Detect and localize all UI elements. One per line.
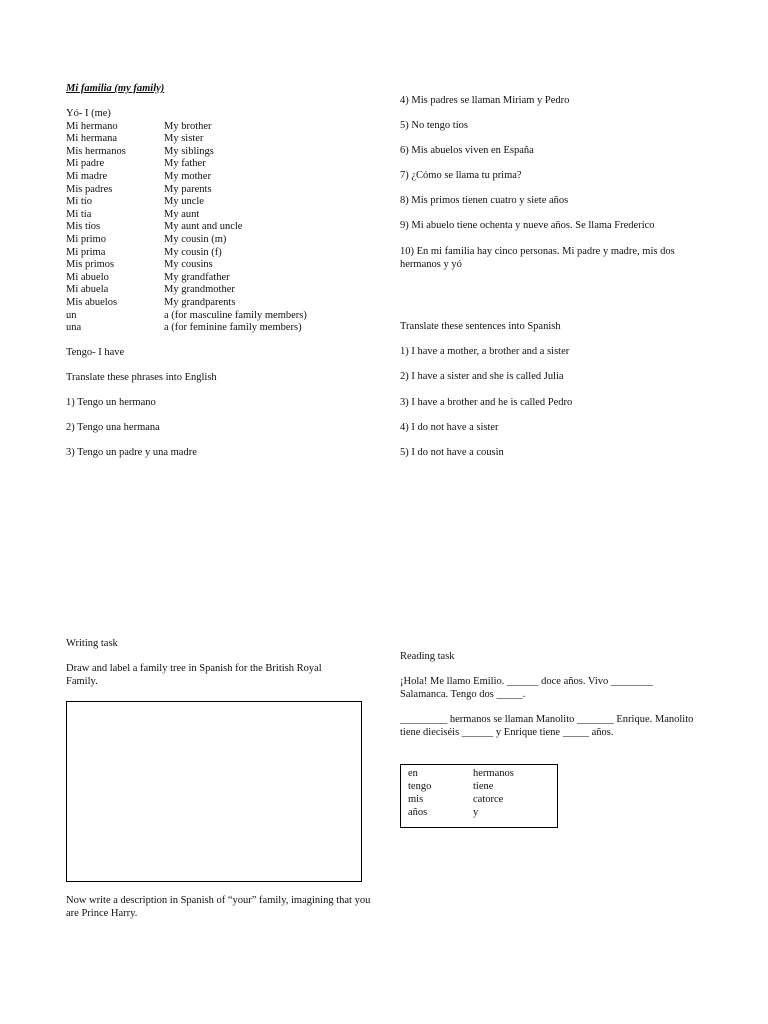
vocab-english: My mother [164, 170, 211, 182]
vocab-spanish: Mi primo [66, 233, 106, 245]
vocab-row [66, 184, 307, 197]
translate-english-heading: Translate these phrases into English [66, 372, 217, 383]
vocab-row [66, 171, 307, 184]
vocab-spanish: Mis hermanos [66, 145, 126, 157]
vocab-row [66, 284, 307, 297]
word-bank-item: en [408, 768, 418, 779]
writing-task-heading: Writing task [66, 638, 118, 649]
phrase-1: 1) Tengo un hermano [66, 397, 156, 408]
vocab-spanish: Mi tío [66, 196, 92, 208]
reading-task-heading: Reading task [400, 651, 455, 662]
vocab-row [66, 221, 307, 234]
vocab-row [66, 259, 307, 272]
vocab-spanish: Mis primos [66, 259, 115, 271]
vocab-english: a (for feminine family members) [164, 322, 302, 334]
vocab-english: My aunt and uncle [164, 221, 243, 233]
word-bank-item: y [473, 807, 479, 818]
vocab-row [66, 297, 307, 310]
phrase-8: 8) Mis primos tienen cuatro y siete años [400, 195, 569, 206]
vocab-english: My siblings [164, 145, 214, 157]
vocab-spanish: Mis padres [66, 183, 113, 195]
vocab-row [66, 310, 307, 323]
phrase-10: 10) En mi familia hay cinco personas. Mi padre y madre, mis dos hermanos y yó [400, 246, 675, 270]
page-title: Mi familia (my family) [66, 83, 165, 94]
vocab-english: My grandfather [164, 271, 230, 283]
vocab-english: My father [164, 158, 206, 170]
phrase-6: 6) Mis abuelos viven en España [400, 145, 534, 156]
word-bank [400, 764, 558, 828]
word-bank-item: tiene [473, 781, 494, 792]
vocab-english: My parents [164, 183, 212, 195]
word-bank-item: tengo [408, 781, 432, 792]
writing-instruction: Draw and label a family tree in Spanish for the British Royal Family. [66, 663, 322, 687]
phrase-5: 5) No tengo tíos [400, 120, 468, 131]
vocab-spanish: Mi abuela [66, 284, 109, 296]
phrase-7: 7) ¿Cómo se llama tu prima? [400, 170, 522, 181]
vocab-english: My brother [164, 120, 212, 132]
vocab-english: My grandparents [164, 296, 236, 308]
vocab-spanish: Mis tíos [66, 221, 101, 233]
vocab-spanish: Mi abuelo [66, 271, 109, 283]
sentence-1: 1) I have a mother, a brother and a sister [400, 346, 570, 357]
vocab-row [66, 146, 307, 159]
vocab-spanish: Mi hermana [66, 133, 118, 145]
vocab-row [66, 196, 307, 209]
vocab-row [66, 158, 307, 171]
vocab-english: My aunt [164, 208, 200, 220]
tengo-text: Tengo- I have [66, 347, 125, 358]
phrase-3: 3) Tengo un padre y una madre [66, 447, 197, 458]
phrase-2: 2) Tengo una hermana [66, 422, 160, 433]
intro-text: Yó- I (me) [66, 108, 111, 119]
vocab-spanish: Mi hermano [66, 120, 118, 132]
vocab-row [66, 272, 307, 285]
vocab-row [66, 234, 307, 247]
vocab-english: My uncle [164, 196, 204, 208]
vocab-english: My cousin (f) [164, 246, 222, 258]
vocab-spanish: Mis abuelos [66, 296, 118, 308]
family-tree-drawing-box[interactable] [66, 701, 362, 882]
vocab-english: My grandmother [164, 284, 235, 296]
sentence-4: 4) I do not have a sister [400, 422, 499, 433]
vocab-row [66, 133, 307, 146]
sentence-2: 2) I have a sister and she is called Julia [400, 371, 564, 382]
vocab-row [66, 209, 307, 222]
word-bank-item: catorce [473, 794, 504, 805]
vocab-spanish: Mi padre [66, 158, 105, 170]
reading-paragraph-1: ¡Hola! Me llamo Emilio. ______ doce años. Vivo ________ Salamanca. Tengo dos _____. [400, 676, 653, 700]
reading-paragraph-2: _________ hermanos se llaman Manolito _______ Enrique. Manolito tiene dieciséis ______ y Enrique tiene _____ años. [400, 714, 694, 738]
vocab-spanish: una [66, 322, 82, 334]
sentence-3: 3) I have a brother and he is called Pedro [400, 397, 573, 408]
word-bank-item: mis [408, 794, 424, 805]
vocab-english: My cousins [164, 259, 213, 271]
word-bank-item: hermanos [473, 768, 514, 779]
sentence-5: 5) I do not have a cousin [400, 447, 504, 458]
vocabulary-list [66, 108, 307, 335]
writing-description: Now write a description in Spanish of “your” family, imagining that you are Prince Harry. [66, 895, 371, 919]
vocab-english: My cousin (m) [164, 233, 227, 245]
vocab-spanish: Mi madre [66, 170, 108, 182]
vocab-english: a (for masculine family members) [164, 309, 307, 321]
vocab-row [66, 121, 307, 134]
vocab-english: My sister [164, 133, 204, 145]
vocab-spanish: Mi tía [66, 208, 92, 220]
vocab-row [66, 247, 307, 260]
word-bank-item: años [408, 807, 428, 818]
phrase-4: 4) Mis padres se llaman Miriam y Pedro [400, 95, 570, 106]
phrase-9: 9) Mi abuelo tiene ochenta y nueve años. Se llama Frederico [400, 220, 655, 231]
vocab-spanish: Mi prima [66, 246, 106, 258]
vocab-row [66, 322, 307, 335]
translate-spanish-heading: Translate these sentences into Spanish [400, 321, 561, 332]
vocab-spanish: un [66, 309, 77, 321]
